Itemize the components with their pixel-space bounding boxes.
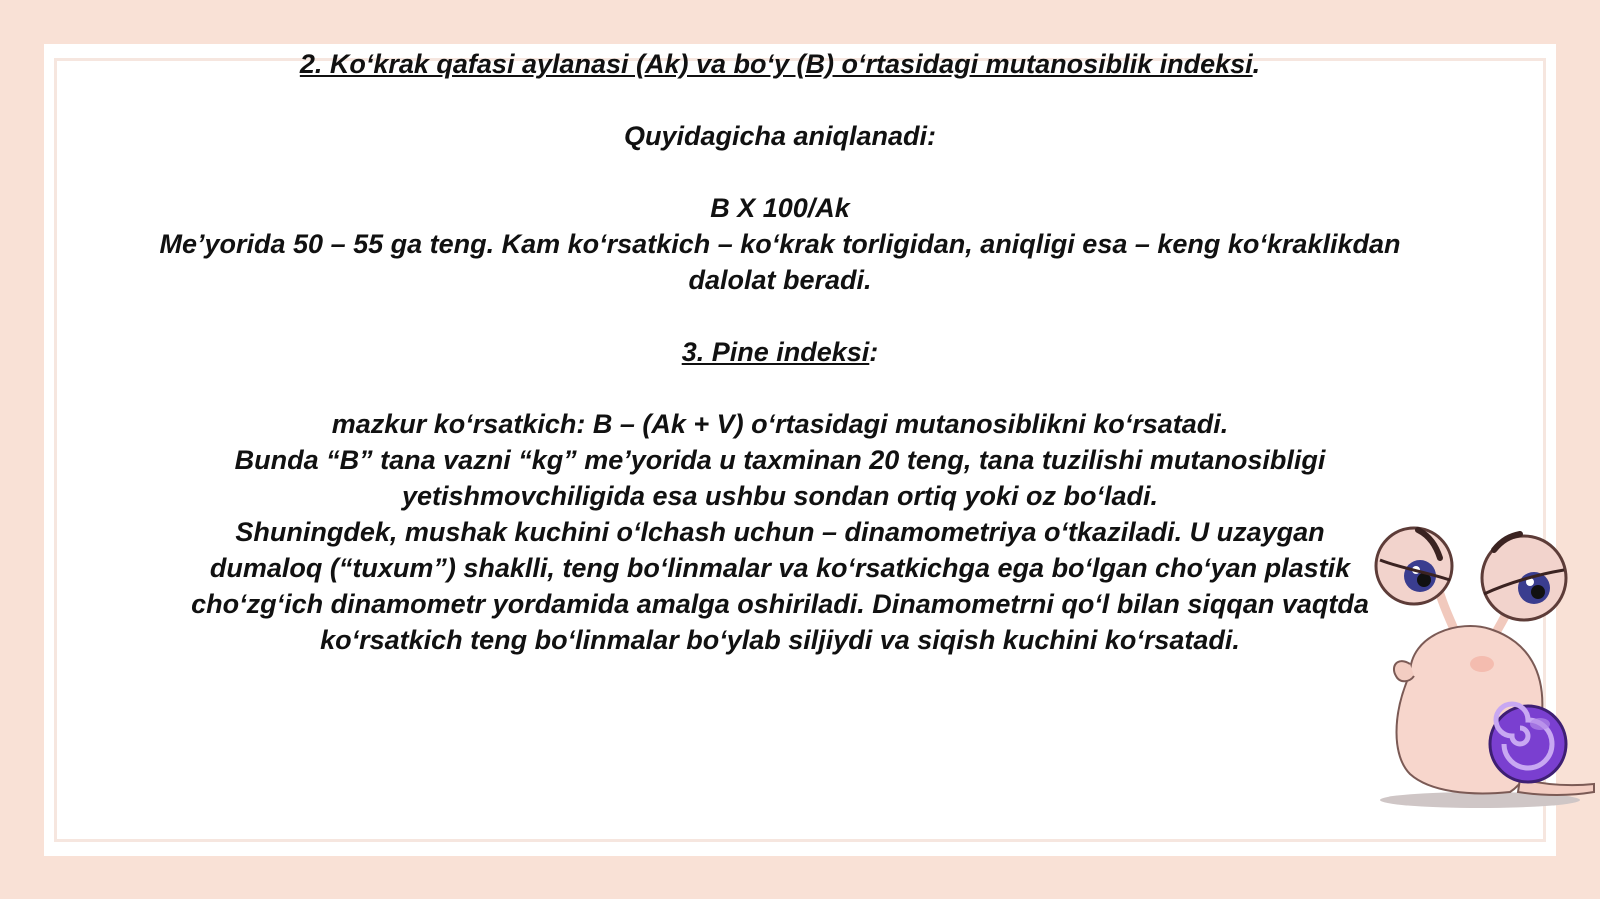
intro-text: Quyidagicha aniqlanadi: xyxy=(623,121,937,151)
paragraph-line-2: Bunda “B” tana vazni “kg” me’yorida u taxminan 20 teng, tana tuzilishi mutanosibligi xyxy=(234,445,1326,475)
slide-text xyxy=(64,44,1496,658)
formula-text: B X 100/Ak xyxy=(710,193,850,223)
paragraph-line-3: yetishmovchiligida esa ushbu sondan ortiq yoki oz bo‘ladi. xyxy=(401,481,1159,511)
slide-canvas xyxy=(44,44,1556,856)
heading-chest-index: 2. Ko‘krak qafasi aylanasi (Ak) va bo‘y (B) o‘rtasidagi mutanosiblik indeksi. xyxy=(299,49,1261,79)
paragraph-line-6: cho‘zg‘ich dinamometr yordamida amalga oshiriladi. Dinamometrni qo‘l bilan siqqan vaqtda xyxy=(191,589,1369,619)
paragraph-line-5: dumaloq (“tuxum”) shaklli, teng bo‘linmalar va ko‘rsatkichga ega bo‘lgan cho‘yan plastik xyxy=(209,553,1351,583)
paragraph-line-4: Shuningdek, mushak kuchini o‘lchash uchun – dinamometriya o‘tkaziladi. U uzaygan xyxy=(235,517,1325,547)
heading-pine-index: 3. Pine indeksi: xyxy=(681,337,879,367)
norm-line-1: Me’yorida 50 – 55 ga teng. Kam ko‘rsatkich – ko‘krak torligidan, aniqligi esa – keng ko‘kraklikdan xyxy=(159,229,1401,259)
paragraph-line-7: ko‘rsatkich teng bo‘linmalar bo‘ylab siljiydi va siqish kuchini ko‘rsatadi. xyxy=(320,625,1240,655)
paragraph-line-1: mazkur ko‘rsatkich: B – (Ak + V) o‘rtasidagi mutanosiblikni ko‘rsatadi. xyxy=(331,409,1229,439)
snail-icon xyxy=(1370,524,1596,824)
norm-line-2: dalolat beradi. xyxy=(688,265,872,295)
heading-pine-index-text: 3. Pine indeksi xyxy=(681,337,870,367)
heading-chest-index-text: 2. Ko‘krak qafasi aylanasi (Ak) va bo‘y (B) o‘rtasidagi mutanosiblik indeksi xyxy=(299,49,1253,79)
